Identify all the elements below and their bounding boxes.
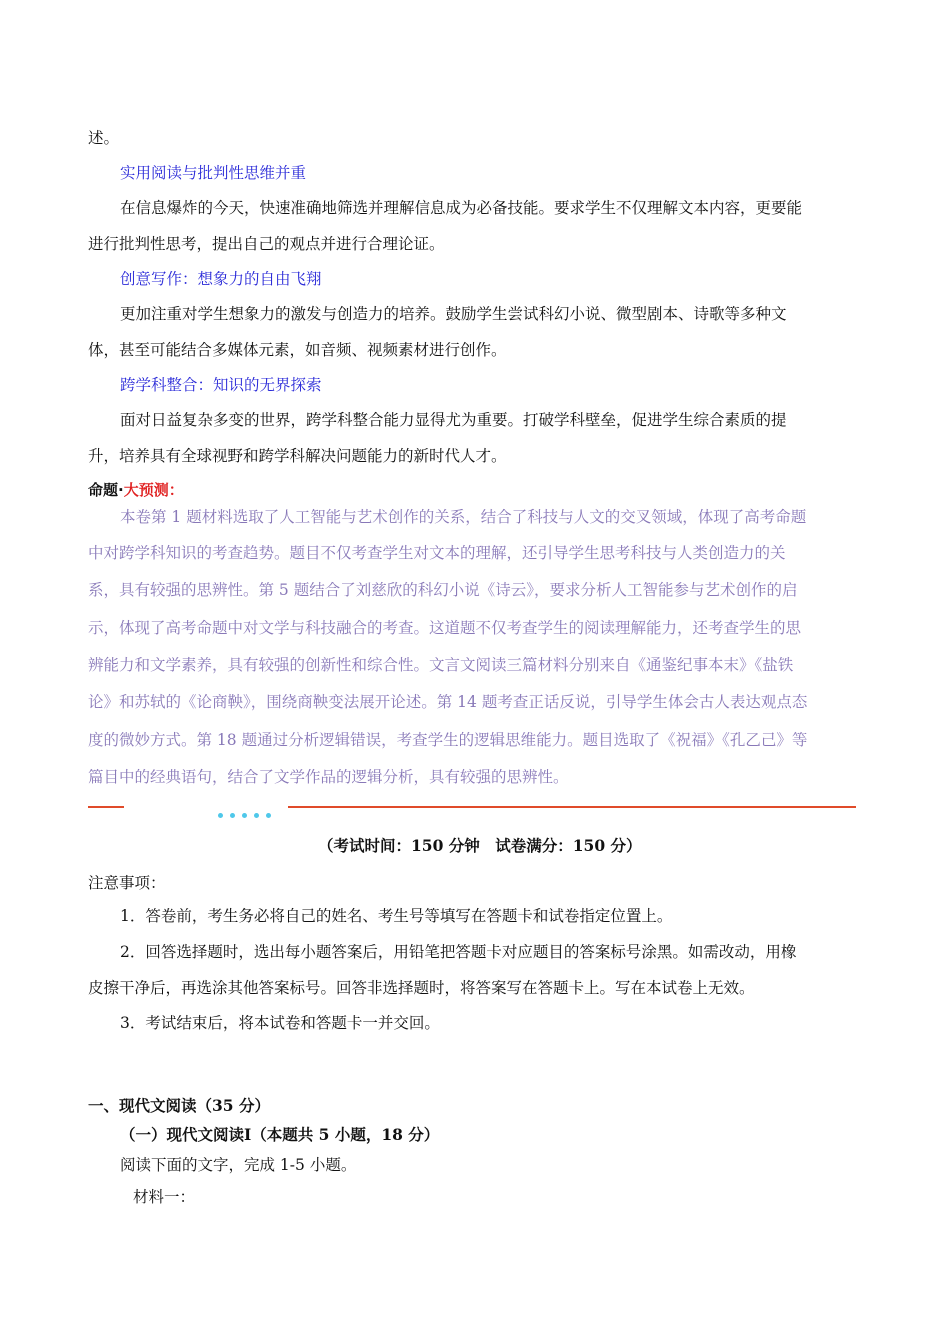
section-heading-creative-writing: 创意写作：想象力的自由飞翔 xyxy=(120,270,322,288)
prediction-line: 中对跨学科知识的考查趋势。题目不仅考查学生对文本的理解，还引导学生思考科技与人类创造力的关 xyxy=(88,544,786,562)
notice-item: 1．答卷前，考生务必将自己的姓名、考生号等填写在答题卡和试卷指定位置上。 xyxy=(120,907,673,925)
prediction-label-prefix: 命题· xyxy=(88,481,124,499)
intro-tail: 述。 xyxy=(88,129,120,147)
part-one-instruction: 阅读下面的文字，完成 1-5 小题。 xyxy=(120,1156,357,1174)
prediction-line: 论》和苏轼的《论商鞅》，围绕商鞅变法展开论述。第 14 题考查正话反说，引导学生体会古人表达观点态 xyxy=(88,693,808,711)
section-divider xyxy=(88,805,856,809)
prediction-line: 度的微妙方式。第 18 题通过分析逻辑错误，考查学生的逻辑思维能力。题目选取了《祝福》《孔乙己》等 xyxy=(88,731,808,749)
notice-item: 2．回答选择题时，选出每小题答案后，用铅笔把答题卡对应题目的答案标号涂黑。如需改动，用橡 xyxy=(120,943,797,961)
section-paragraph-line: 体，甚至可能结合多媒体元素，如音频、视频素材进行创作。 xyxy=(88,341,507,359)
divider-rule-right xyxy=(288,806,856,808)
prediction-line: 篇目中的经典语句，结合了文学作品的逻辑分析，具有较强的思辨性。 xyxy=(88,768,569,786)
section-heading-practical-reading: 实用阅读与批判性思维并重 xyxy=(120,164,307,182)
exam-info: （考试时间：150 分钟 试卷满分：150 分） xyxy=(318,836,642,855)
divider-dot xyxy=(266,813,271,818)
section-paragraph-line: 在信息爆炸的今天，快速准确地筛选并理解信息成为必备技能。要求学生不仅理解文本内容，更要能 xyxy=(120,199,803,217)
prediction-heading xyxy=(88,480,184,500)
section-paragraph-line: 升，培养具有全球视野和跨学科解决问题能力的新时代人才。 xyxy=(88,447,507,465)
prediction-label-highlight: 大预测： xyxy=(123,481,184,499)
section-heading-interdisciplinary: 跨学科整合：知识的无界探索 xyxy=(120,376,322,394)
notice-item: 3．考试结束后，将本试卷和答题卡一并交回。 xyxy=(120,1014,440,1032)
notice-title: 注意事项： xyxy=(88,874,166,892)
divider-rule-left xyxy=(88,806,124,808)
divider-dot xyxy=(254,813,259,818)
prediction-line: 系，具有较强的思辨性。第 5 题结合了刘慈欣的科幻小说《诗云》，要求分析人工智能参与艺术创作的启 xyxy=(88,581,798,599)
part-one-title: 一、现代文阅读（35 分） xyxy=(88,1096,270,1115)
section-paragraph-line: 进行批判性思考，提出自己的观点并进行合理论证。 xyxy=(88,235,445,253)
divider-dot xyxy=(230,813,235,818)
notice-item: 皮擦干净后，再选涂其他答案标号。回答非选择题时，将答案写在答题卡上。写在本试卷上无效。 xyxy=(88,979,755,997)
divider-dot xyxy=(242,813,247,818)
material-label: 材料一： xyxy=(133,1188,196,1206)
section-paragraph-line: 更加注重对学生想象力的激发与创造力的培养。鼓励学生尝试科幻小说、微型剧本、诗歌等多种文 xyxy=(120,305,787,323)
prediction-line: 本卷第 1 题材料选取了人工智能与艺术创作的关系，结合了科技与人文的交叉领域，体现了高考命题 xyxy=(120,508,807,526)
divider-dots xyxy=(218,803,278,822)
part-one-subtitle: （一）现代文阅读Ⅰ（本题共 5 小题，18 分） xyxy=(120,1125,440,1144)
prediction-line: 辨能力和文学素养，具有较强的创新性和综合性。文言文阅读三篇材料分别来自《通鉴纪事本末》《盐铁 xyxy=(88,656,794,674)
section-paragraph-line: 面对日益复杂多变的世界，跨学科整合能力显得尤为重要。打破学科壁垒，促进学生综合素质的提 xyxy=(120,411,787,429)
prediction-line: 示，体现了高考命题中对文学与科技融合的考查。这道题不仅考查学生的阅读理解能力，还考查学生的思 xyxy=(88,619,802,637)
divider-dot xyxy=(218,813,223,818)
